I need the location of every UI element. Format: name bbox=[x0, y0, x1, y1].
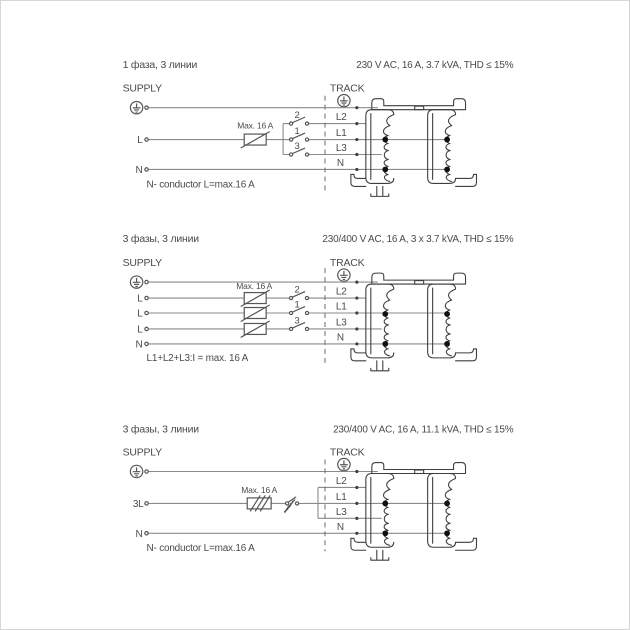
diagram2-supply-label: SUPPLY bbox=[122, 258, 162, 270]
fuse-16a bbox=[237, 121, 273, 148]
supply-3l-label: 3L bbox=[132, 498, 144, 510]
diagram-three-phase-ganged bbox=[123, 424, 514, 561]
supply-earth-icon bbox=[130, 101, 142, 113]
switch-circuit-3 bbox=[289, 315, 308, 330]
terminal-l1 bbox=[145, 296, 148, 299]
supply-n-label: N bbox=[135, 339, 143, 351]
supply-l-label: L bbox=[137, 324, 143, 336]
track-l3-label: L3 bbox=[335, 506, 347, 518]
terminal-pe bbox=[145, 280, 148, 283]
track-l3-label: L3 bbox=[335, 143, 347, 155]
diagram1-title: 1 фаза, 3 линии bbox=[122, 59, 198, 71]
terminal-n bbox=[145, 532, 148, 535]
switch-circuit-1 bbox=[289, 300, 308, 315]
switch-circuit-2 bbox=[289, 110, 308, 125]
junction-dots bbox=[355, 281, 358, 346]
diagram-canvas bbox=[1, 1, 629, 629]
track-cross-section bbox=[351, 99, 477, 197]
fuse-label: Max. 16 A bbox=[241, 484, 278, 495]
terminal-l3 bbox=[145, 327, 148, 330]
diagram3-spec: 230/400 V AC, 16 A, 11.1 kVA, THD ≤ 15% bbox=[333, 424, 514, 436]
diagram2-track-label: TRACK bbox=[329, 258, 365, 270]
supply-n-label: N bbox=[135, 528, 143, 540]
junction-dots bbox=[355, 106, 358, 171]
terminal-n bbox=[145, 168, 148, 171]
switch-circuit-3 bbox=[289, 141, 308, 156]
switch-number-3: 3 bbox=[294, 141, 300, 153]
switch-number-2: 2 bbox=[294, 284, 300, 296]
switch-circuit-2 bbox=[289, 285, 308, 300]
terminal-l2 bbox=[145, 311, 148, 314]
track-cross-section bbox=[351, 273, 477, 371]
fuse-label: Max. 16 A bbox=[237, 120, 274, 131]
junction-dots bbox=[355, 470, 358, 535]
track-earth-icon bbox=[338, 458, 350, 470]
supply-l-label: L bbox=[137, 135, 143, 147]
terminal-pe bbox=[145, 470, 148, 473]
track-cross-section bbox=[351, 463, 477, 561]
track-n-label: N bbox=[336, 157, 344, 169]
diagram2-note: L1+L2+L3:I = max. 16 A bbox=[146, 352, 249, 364]
diagram3-track-label: TRACK bbox=[329, 447, 365, 459]
track-l1-label: L1 bbox=[335, 301, 347, 313]
switch-circuit-1 bbox=[289, 126, 308, 141]
diagram3-title: 3 фазы, 3 линии bbox=[122, 424, 199, 436]
diagram-three-phase bbox=[123, 233, 514, 371]
track-earth-icon bbox=[338, 269, 350, 281]
supply-n-label: N bbox=[135, 164, 143, 176]
supply-l-label: L bbox=[137, 293, 143, 305]
track-l2-label: L2 bbox=[335, 286, 347, 298]
diagram3-note: N- conductor L=max.16 A bbox=[146, 543, 255, 555]
diagram3-supply-label: SUPPLY bbox=[122, 447, 162, 459]
track-n-label: N bbox=[336, 521, 344, 533]
diagram1-track-label: TRACK bbox=[329, 83, 365, 95]
switch-number-3: 3 bbox=[294, 315, 300, 327]
supply-l-label: L bbox=[137, 308, 143, 320]
diagram1-note: N- conductor L=max.16 A bbox=[146, 179, 255, 191]
terminal-n bbox=[145, 342, 148, 345]
track-l2-label: L2 bbox=[335, 112, 347, 124]
track-l2-label: L2 bbox=[335, 475, 347, 487]
track-l1-label: L1 bbox=[335, 128, 347, 140]
track-earth-icon bbox=[338, 95, 350, 107]
switch-number-1: 1 bbox=[294, 299, 300, 311]
diagram2-spec: 230/400 V AC, 16 A, 3 x 3.7 kVA, THD ≤ 15% bbox=[322, 234, 514, 246]
track-l3-label: L3 bbox=[335, 317, 347, 329]
diagram2-title: 3 фазы, 3 линии bbox=[122, 234, 199, 246]
switch-three-pole bbox=[284, 497, 299, 513]
supply-earth-icon bbox=[130, 276, 142, 288]
diagram-single-phase bbox=[123, 59, 514, 197]
track-l1-label: L1 bbox=[335, 491, 347, 503]
fuse-three-pole-16a bbox=[241, 485, 277, 511]
switch-number-2: 2 bbox=[294, 110, 300, 122]
supply-earth-icon bbox=[130, 465, 142, 477]
fuse-label: Max. 16 A bbox=[236, 281, 273, 292]
diagram1-spec: 230 V AC, 16 A, 3.7 kVA, THD ≤ 15% bbox=[356, 59, 514, 71]
switch-number-1: 1 bbox=[294, 126, 300, 138]
terminal-3l bbox=[145, 502, 148, 505]
track-n-label: N bbox=[336, 332, 344, 344]
terminal-l bbox=[145, 138, 148, 141]
terminal-pe bbox=[145, 106, 148, 109]
diagram1-supply-label: SUPPLY bbox=[122, 83, 162, 95]
